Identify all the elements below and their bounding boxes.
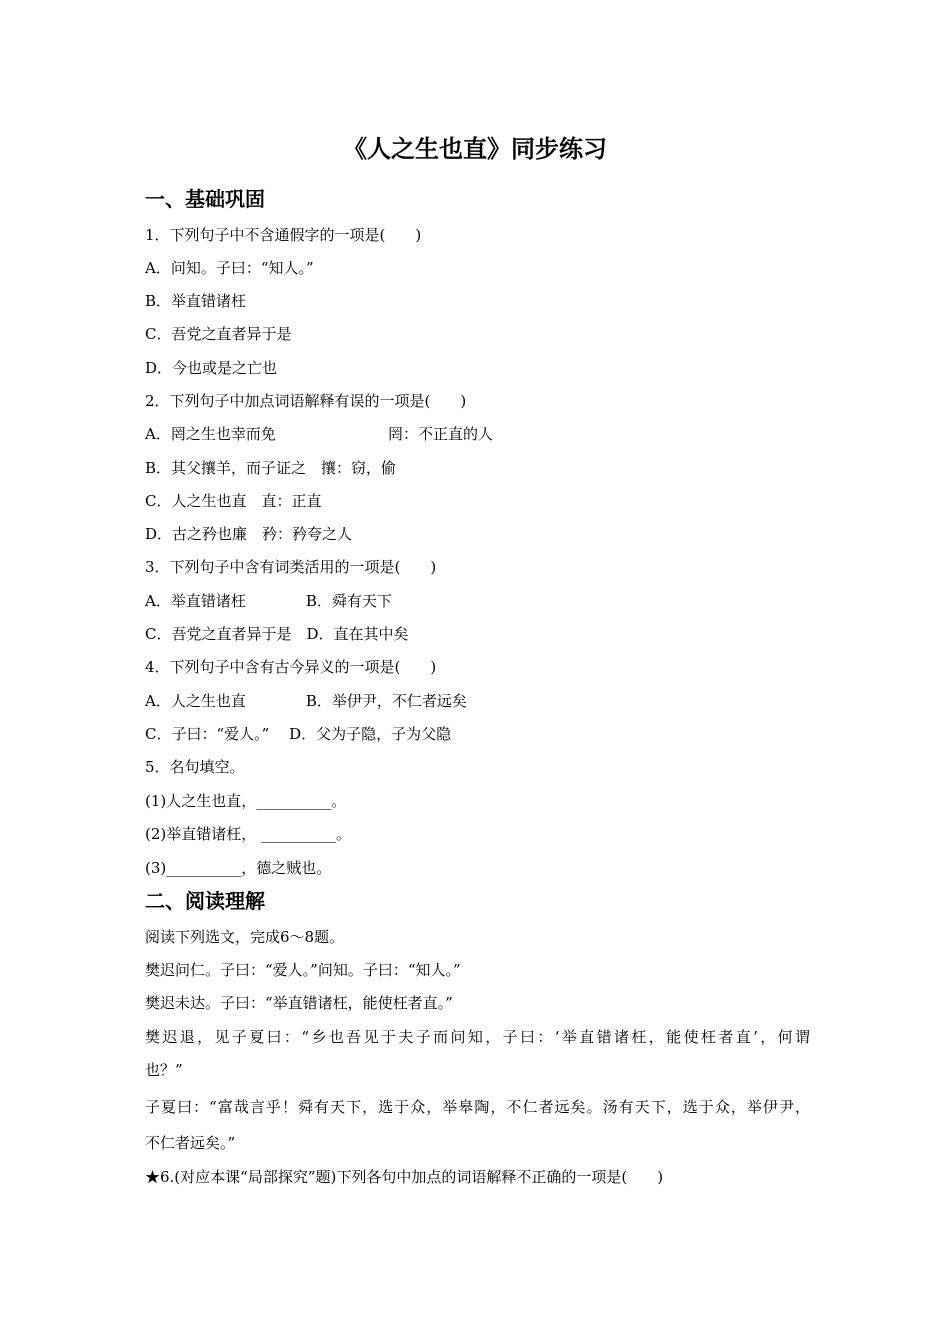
- reading-paragraph-4-line-1: 子夏曰：“富哉言乎！舜有天下，选于众，举皋陶，不仁者远矣。汤有天下，选于众，举伊尹，: [145, 1098, 810, 1116]
- question-5-part-1: (1)人之生也直，__________。: [145, 792, 347, 810]
- question-2-option-a-note: 罔：不正直的人: [388, 425, 494, 443]
- question-1-option-a: A．问知。子曰：“知人。”: [145, 259, 314, 277]
- section-heading-basics: 一、基础巩固: [145, 187, 265, 211]
- reading-paragraph-2: 樊迟未达。子曰：“举直错诸枉，能使枉者直。”: [145, 994, 453, 1012]
- question-2-option-d: D．古之矜也廉 矜：矜夸之人: [145, 525, 353, 543]
- reading-paragraph-3-line-1: 樊迟退，见子夏曰：“乡也吾见于夫子而问知，子曰：‘举直错诸枉，能使枉者直’，何谓: [145, 1028, 810, 1046]
- question-2-option-b: B．其父攘羊，而子证之 攘：窃，偷: [145, 459, 397, 477]
- question-2-stem: 2．下列句子中加点词语解释有误的一项是( ): [145, 392, 467, 410]
- question-4-options-ab: A．人之生也直 B．举伊尹，不仁者远矣: [145, 692, 467, 710]
- reading-paragraph-1: 樊迟问仁。子曰：“爱人。”问知。子曰：“知人。”: [145, 961, 461, 979]
- page-title: 《人之生也直》同步练习: [343, 135, 607, 163]
- question-5-part-2: (2)举直错诸枉， __________。: [145, 825, 352, 843]
- question-4-stem: 4．下列句子中含有古今异义的一项是( ): [145, 658, 437, 676]
- question-5-stem: 5．名句填空。: [145, 758, 245, 776]
- reading-paragraph-4-line-2: 不仁者远矣。”: [145, 1134, 236, 1152]
- reading-paragraph-3-line-2: 也？”: [145, 1061, 183, 1079]
- question-5-part-3: (3)__________，德之贼也。: [145, 859, 332, 877]
- question-2-option-c: C．人之生也直 直：正直: [145, 492, 322, 510]
- question-2-option-a: A．罔之生也幸而免: [145, 425, 276, 443]
- question-1-option-d: D．今也或是之亡也: [145, 359, 278, 377]
- reading-intro: 阅读下列选文，完成6～8题。: [145, 928, 345, 946]
- section-heading-reading: 二、阅读理解: [145, 889, 265, 913]
- question-1-option-c: C．吾党之直者异于是: [145, 325, 292, 343]
- question-3-options-ab: A．举直错诸枉 B．舜有天下: [145, 592, 392, 610]
- question-3-options-cd: C．吾党之直者异于是 D．直在其中矣: [145, 625, 409, 643]
- question-1-stem: 1．下列句子中不含通假字的一项是( ): [145, 226, 422, 244]
- question-6-stem: ★6.(对应本课“局部探究”题)下列各句中加点的词语解释不正确的一项是( ): [145, 1168, 664, 1186]
- question-1-option-b: B．举直错诸枉: [145, 292, 247, 310]
- question-4-options-cd: C．子曰：“爱人。” D．父为子隐，子为父隐: [145, 725, 452, 743]
- question-3-stem: 3．下列句子中含有词类活用的一项是( ): [145, 558, 437, 576]
